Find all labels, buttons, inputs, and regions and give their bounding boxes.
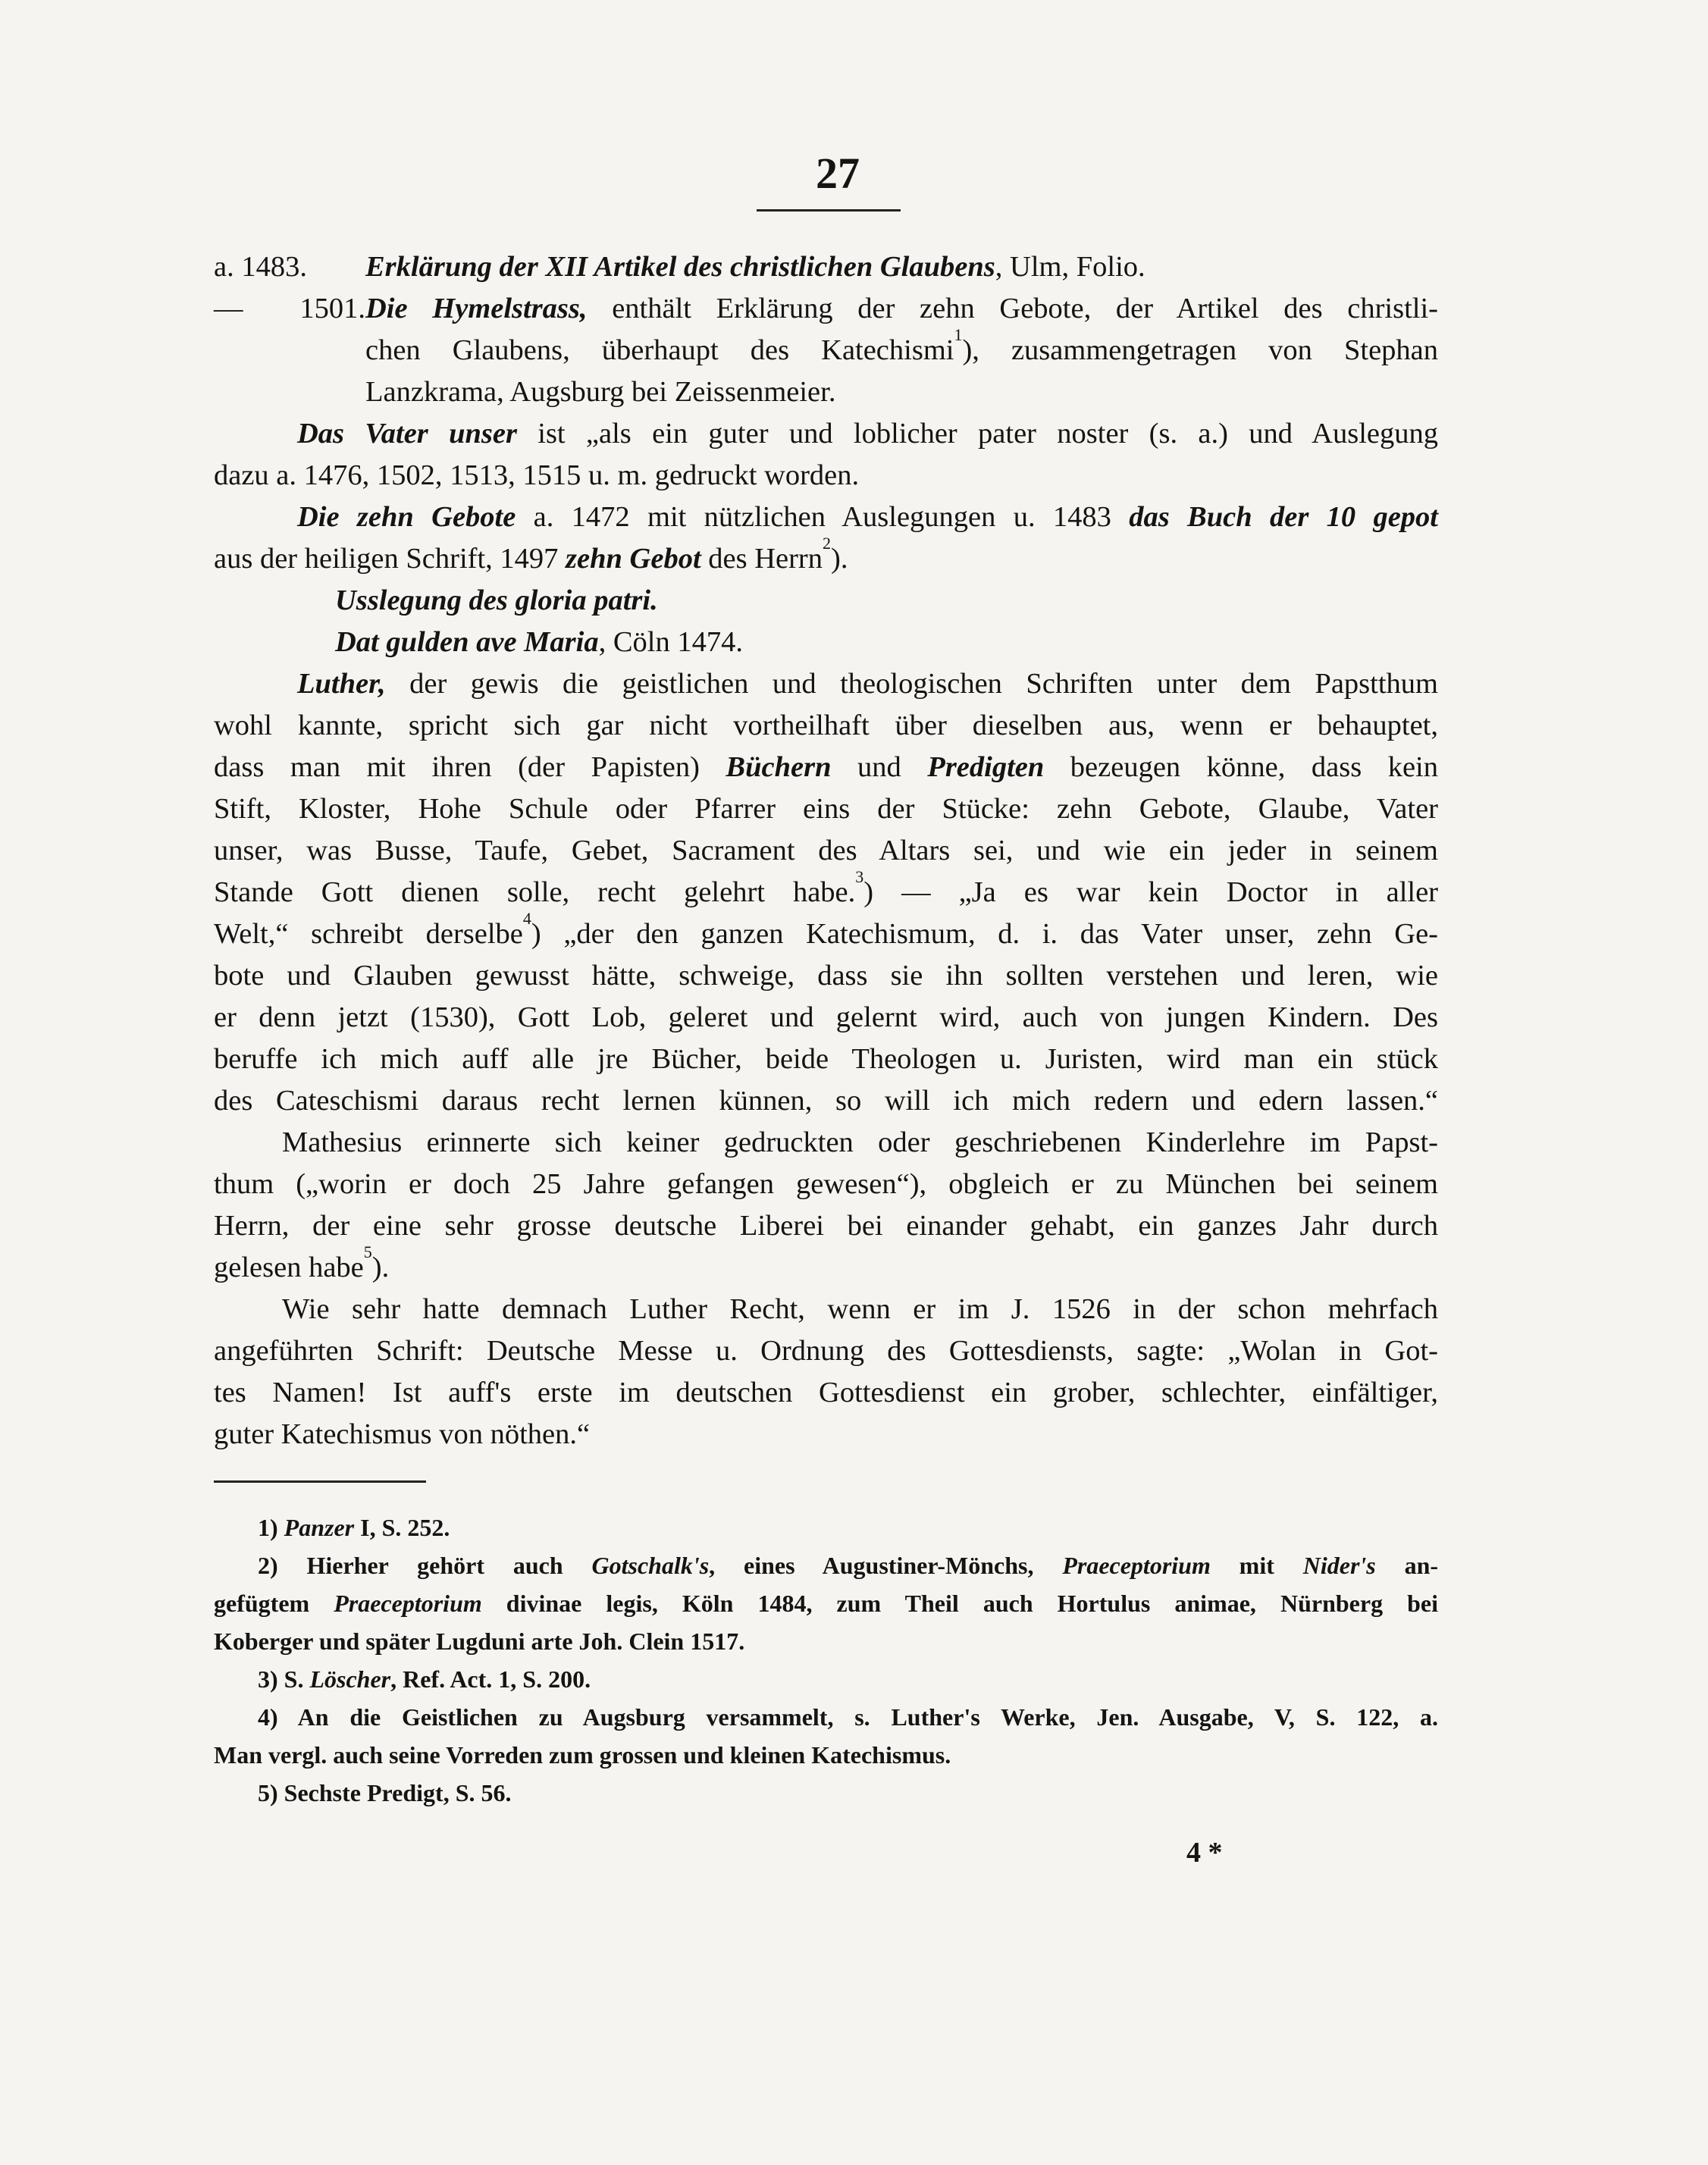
footnote-line: 3) S. Löscher, Ref. Act. 1, S. 200. — [258, 1665, 591, 1693]
text-line: bote und Glauben gewusst hätte, schweige, dass sie ihn sollten verstehen und leren, wie — [214, 960, 1438, 992]
footnote-line: gefügtem Praeceptorium divinae legis, Köln 1484, zum Theil auch Hortulus animae, Nürnberg bei — [214, 1590, 1439, 1617]
text-line: aus der heiligen Schrift, 1497 zehn Gebot des Herrn$^2$). — [214, 534, 848, 575]
text-line: Dat gulden ave Maria, Cöln 1474. — [335, 626, 743, 658]
footnote-line: 1) Panzer I, S. 252. — [258, 1514, 450, 1541]
text-line: angeführten Schrift: Deutsche Messe u. Ordnung des Gottesdiensts, sagte: „Wolan in Got- — [214, 1335, 1438, 1367]
text-line: wohl kannte, spricht sich gar nicht vortheilhaft über dieselben aus, wenn er behauptet, — [214, 710, 1438, 741]
text-line: Das Vater unser ist „als ein guter und loblicher pater noster (s. a.) und Auslegung — [297, 418, 1438, 450]
text-line: Lanzkrama, Augsburg bei Zeissenmeier. — [365, 376, 836, 408]
text-line: Herrn, der eine sehr grosse deutsche Liberei bei einander gehabt, ein ganzes Jahr durch — [214, 1210, 1438, 1242]
footnote-line: 5) Sechste Predigt, S. 56. — [258, 1779, 512, 1806]
text-line: Wie sehr hatte demnach Luther Recht, wenn er im J. 1526 in der schon mehrfach — [282, 1293, 1438, 1325]
text-line: Usslegung des gloria patri. — [335, 584, 658, 616]
text-line: gelesen habe$^5$). — [214, 1242, 390, 1283]
text-line: thum („worin er doch 25 Jahre gefangen gewesen“), obgleich er zu München bei seinem — [214, 1168, 1438, 1200]
text-line: unser, was Busse, Taufe, Gebet, Sacrament des Altars sei, und wie ein jeder in seinem — [214, 835, 1438, 866]
text-line: — 1501.Die Hymelstrass, enthält Erklärung der zehn Gebote, der Artikel des christli- — [214, 293, 1438, 324]
text-line: Mathesius erinnerte sich keiner gedruckten oder geschriebenen Kinderlehre im Papst- — [282, 1126, 1438, 1158]
main-text — [214, 246, 1438, 1455]
text-line: dass man mit ihren (der Papisten) Büchern und Predigten bezeugen könne, dass kein — [214, 751, 1439, 783]
text-line: Stande Gott dienen solle, recht gelehrt habe.$^3$) — „Ja es war kein Doctor in aller — [214, 867, 1439, 908]
text-line: beruffe ich mich auff alle jre Bücher, beide Theologen u. Juristen, wird man ein stück — [214, 1043, 1438, 1075]
footnote-line: Man vergl. auch seine Vorreden zum grossen und kleinen Katechismus. — [214, 1741, 951, 1769]
page-number-rule — [757, 209, 901, 211]
text-line: Welt,“ schreibt derselbe$^4$) „der den ganzen Katechismum, d. i. das Vater unser, zehn Ge- — [214, 909, 1438, 950]
text-line: Die zehn Gebote a. 1472 mit nützlichen Auslegungen u. 1483 das Buch der 10 gepot — [297, 501, 1438, 533]
footnote-line: 4) An die Geistlichen zu Augsburg versammelt, s. Luther's Werke, Jen. Ausgabe, V, S. 122, a. — [258, 1703, 1438, 1731]
signature-mark: 4 * — [1186, 1837, 1223, 1869]
text-line: Luther, der gewis die geistlichen und theologischen Schriften unter dem Papstthum — [297, 668, 1438, 700]
text-line: a. 1483. Erklärung der XII Artikel des christlichen Glaubens, Ulm, Folio. — [214, 251, 1145, 283]
page-number: 27 — [816, 149, 860, 198]
text-line: chen Glaubens, überhaupt des Katechismi$^1$), zusammengetragen von Stephan — [365, 325, 1439, 366]
text-line: Stift, Kloster, Hohe Schule oder Pfarrer eins der Stücke: zehn Gebote, Glaube, Vater — [214, 793, 1438, 825]
text-line: dazu a. 1476, 1502, 1513, 1515 u. m. gedruckt worden. — [214, 459, 860, 491]
text-line: tes Namen! Ist auff's erste im deutschen Gottesdienst ein grober, schlechter, einfältiger, — [214, 1377, 1438, 1408]
footnote-rule — [214, 1480, 426, 1483]
footnotes — [214, 1509, 1438, 1812]
footnote-line: Koberger und später Lugduni arte Joh. Clein 1517. — [214, 1628, 745, 1655]
text-line: guter Katechismus von nöthen.“ — [214, 1418, 591, 1450]
text-line: des Cateschismi daraus recht lernen künnen, so will ich mich redern und edern lassen.“ — [214, 1085, 1438, 1117]
text-line: er denn jetzt (1530), Gott Lob, geleret und gelernt wird, auch von jungen Kindern. Des — [214, 1001, 1438, 1033]
footnote-line: 2) Hierher gehört auch Gotschalk's, eines Augustiner-Mönchs, Praeceptorium mit Nider's an- — [258, 1552, 1439, 1579]
